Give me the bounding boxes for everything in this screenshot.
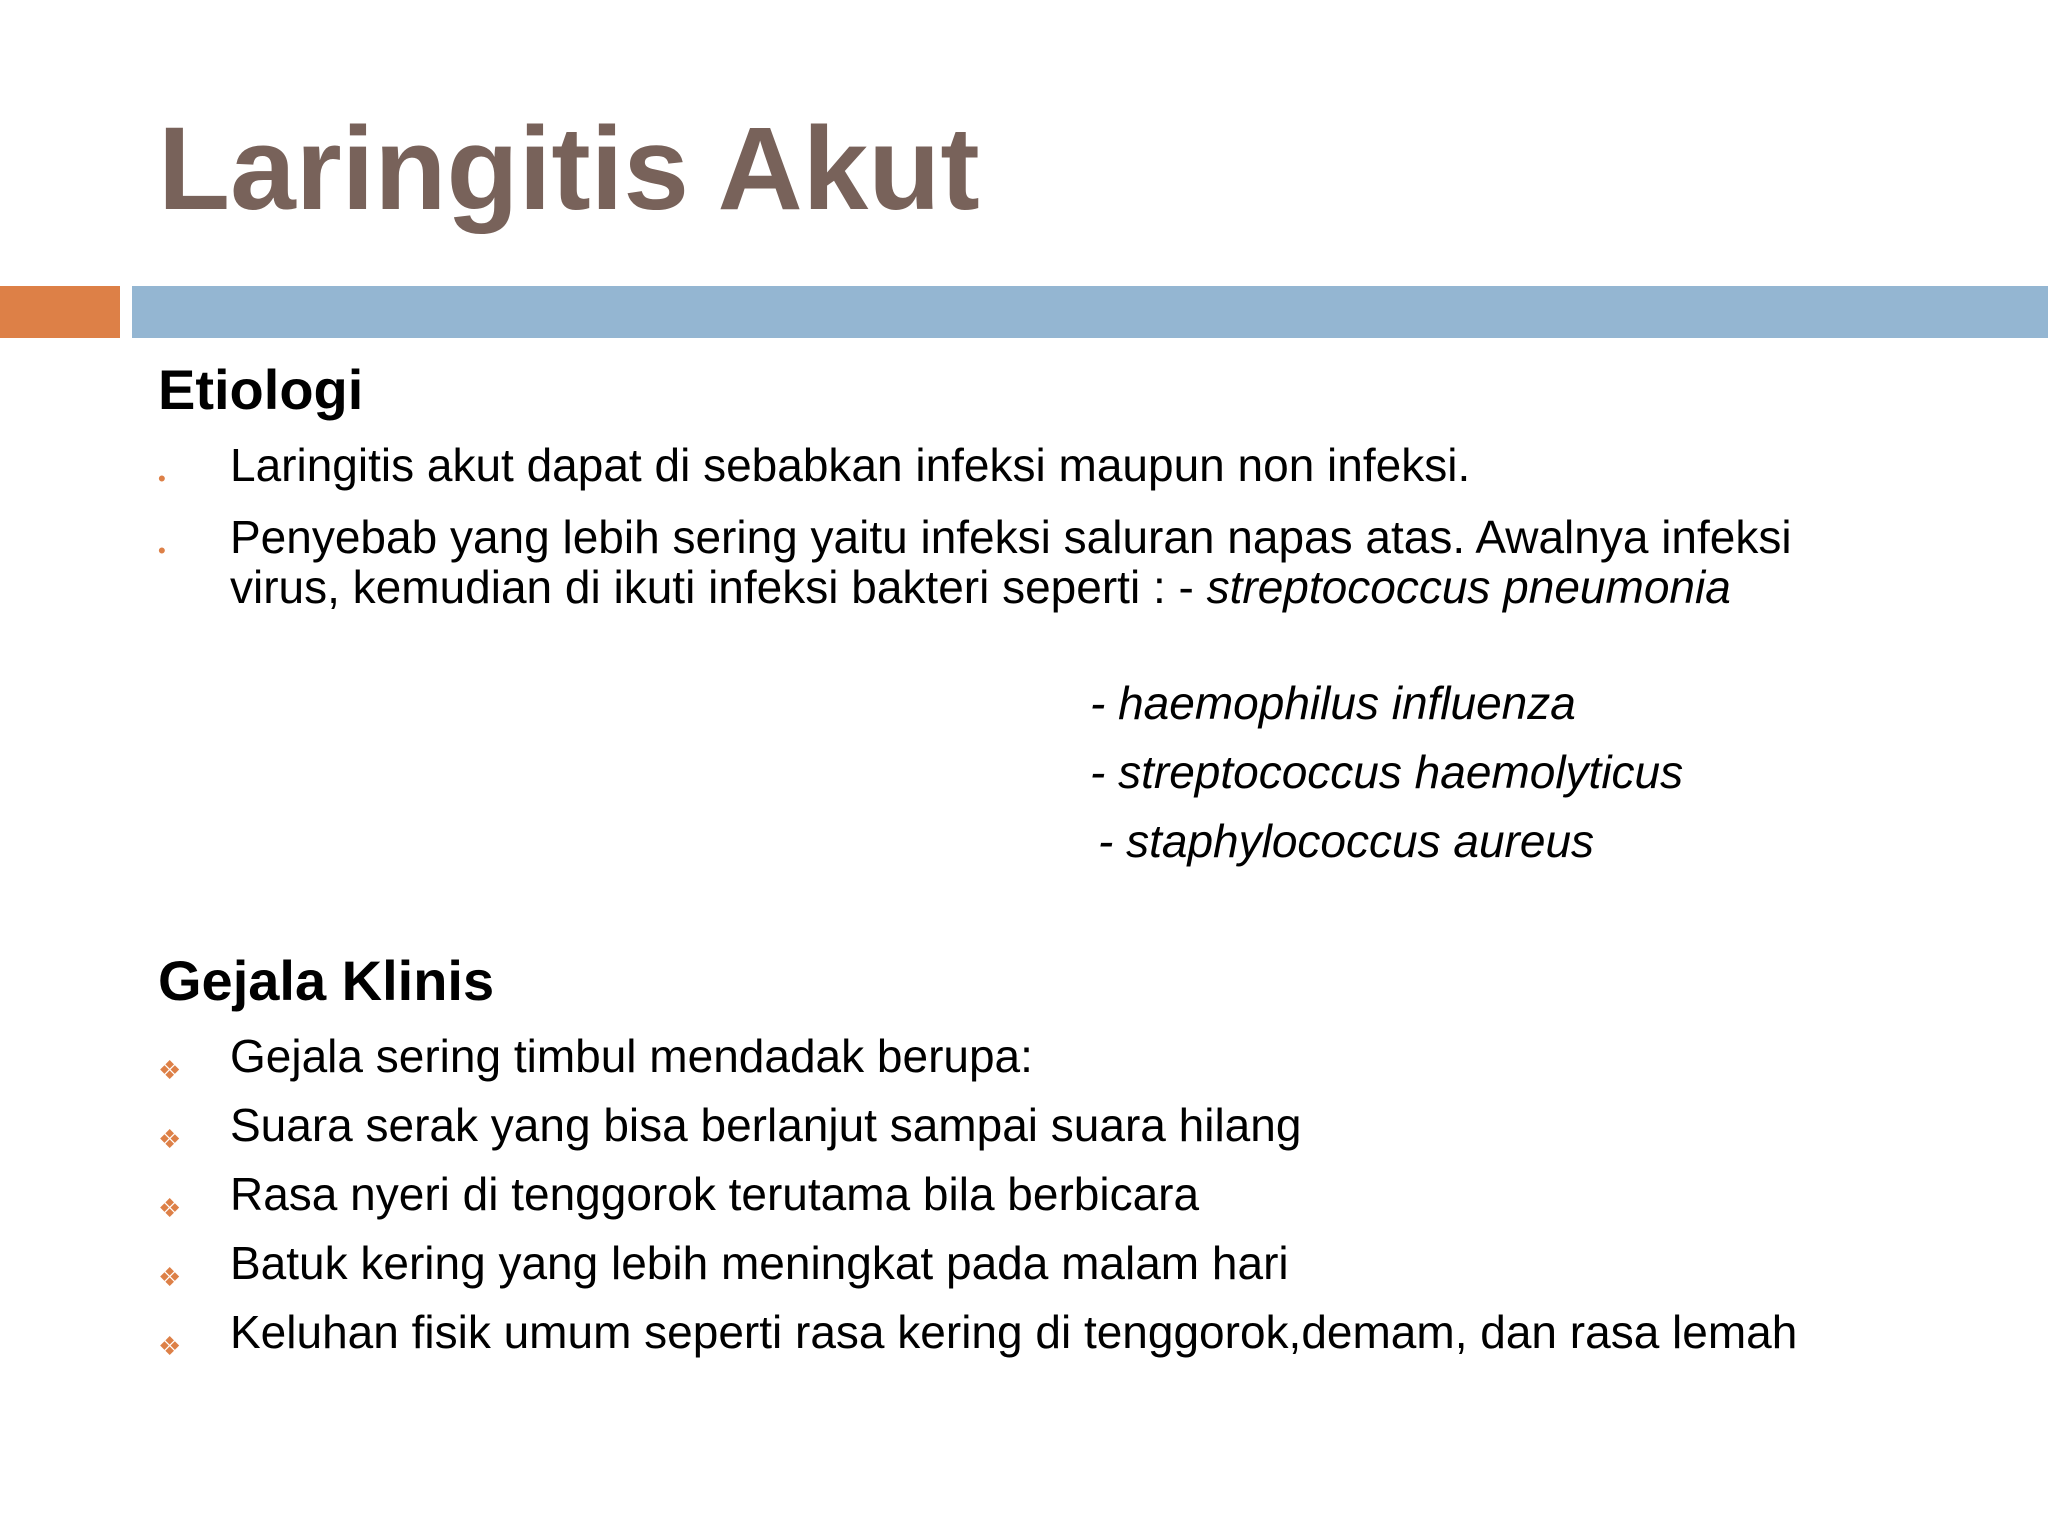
accent-bar-blue bbox=[132, 286, 2048, 338]
clinical-bullet-1-text: Gejala sering timbul mendadak berupa: bbox=[230, 1030, 1033, 1082]
clinical-bullet-3 bbox=[158, 1168, 1858, 1223]
clinical-symptoms-list bbox=[158, 1030, 1858, 1361]
small-dot-icon: • bbox=[158, 538, 166, 563]
accent-bar-orange bbox=[0, 286, 120, 338]
etiology-bullet-2-text: Penyebab yang lebih sering yaitu infeksi saluran napas atas. Awalnya infeksi virus, kemudian di ikuti infeksi bakteri seperti : - bbox=[230, 511, 1792, 613]
clinical-symptoms-heading: Gejala Klinis bbox=[158, 949, 495, 1012]
etiology-list bbox=[158, 440, 1858, 612]
slide-title: Laringitis Akut bbox=[158, 103, 980, 235]
organism-haemophilus-influenza: - haemophilus influenza bbox=[1090, 677, 1576, 729]
etiology-bullet-1 bbox=[158, 440, 1858, 490]
organism-streptococcus-haemolyticus: - streptococcus haemolyticus bbox=[1090, 746, 1684, 798]
four-diamond-icon: ❖ bbox=[158, 1193, 182, 1223]
etiology-heading: Etiologi bbox=[158, 358, 364, 421]
four-diamond-icon: ❖ bbox=[158, 1331, 182, 1361]
four-diamond-icon: ❖ bbox=[158, 1055, 182, 1085]
clinical-bullet-5 bbox=[158, 1306, 1858, 1361]
four-diamond-icon: ❖ bbox=[158, 1262, 182, 1292]
clinical-bullet-4-text: Batuk kering yang lebih meningkat pada malam hari bbox=[230, 1237, 1289, 1289]
organism-streptococcus-pneumonia: streptococcus pneumonia bbox=[1206, 561, 1731, 613]
small-dot-icon: • bbox=[158, 466, 166, 491]
four-diamond-icon: ❖ bbox=[158, 1124, 182, 1154]
clinical-bullet-1 bbox=[158, 1030, 1858, 1085]
clinical-bullet-5-text: Keluhan fisik umum seperti rasa kering di tenggorok,demam, dan rasa lemah bbox=[230, 1306, 1798, 1358]
etiology-bullet-2 bbox=[158, 512, 1858, 612]
clinical-bullet-3-text: Rasa nyeri di tenggorok terutama bila berbicara bbox=[230, 1168, 1200, 1220]
clinical-bullet-2-text: Suara serak yang bisa berlanjut sampai suara hilang bbox=[230, 1099, 1302, 1151]
etiology-bullet-1-text: Laringitis akut dapat di sebabkan infeksi maupun non infeksi. bbox=[230, 439, 1471, 491]
organism-staphylococcus-aureus: - staphylococcus aureus bbox=[1098, 815, 1595, 867]
clinical-bullet-4 bbox=[158, 1237, 1858, 1292]
clinical-bullet-2 bbox=[158, 1099, 1858, 1154]
